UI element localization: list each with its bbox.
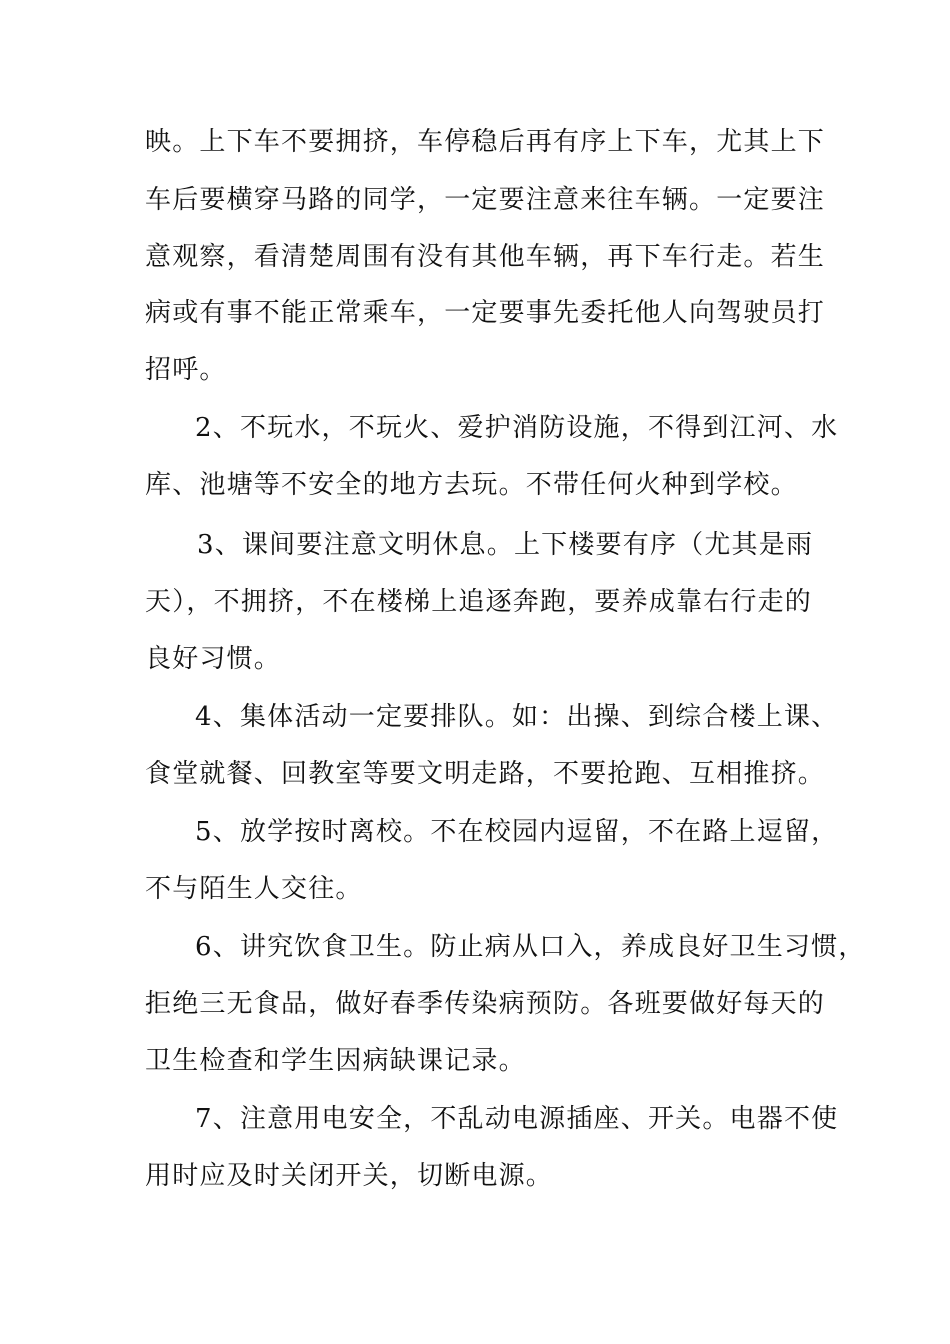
paragraph-3-line-2: 天），不拥挤，不在楼梯上追逐奔跑，要养成靠右行走的 bbox=[145, 587, 813, 617]
paragraph-6-line-3: 卫生检查和学生因病缺课记录。 bbox=[145, 1046, 526, 1076]
paragraph-3-line-1: 3、课间要注意文明休息。上下楼要有序（尤其是雨 bbox=[197, 530, 814, 560]
paragraph-5-line-1: 5、放学按时离校。不在校园内逗留，不在路上逗留， bbox=[195, 817, 839, 847]
text-line: 车后要横穿马路的同学，一定要注意来往车辆。一定要注 bbox=[145, 185, 826, 215]
paragraph-4-line-1: 4、集体活动一定要排队。如：出操、到综合楼上课、 bbox=[195, 702, 839, 732]
paragraph-6-line-2: 拒绝三无食品，做好春季传染病预防。各班要做好每天的 bbox=[145, 989, 826, 1019]
text-line: 意观察，看清楚周围有没有其他车辆，再下车行走。若生 bbox=[145, 242, 826, 272]
paragraph-4-line-2: 食堂就餐、回教室等要文明走路，不要抢跑、互相推挤。 bbox=[145, 759, 826, 789]
text-line: 映。上下车不要拥挤，车停稳后再有序上下车，尤其上下 bbox=[145, 127, 826, 157]
paragraph-7-line-1: 7、注意用电安全，不乱动电源插座、开关。电器不使 bbox=[195, 1104, 839, 1134]
paragraph-3-line-3: 良好习惯。 bbox=[145, 644, 282, 674]
paragraph-6-line-1: 6、讲究饮食卫生。防止病从口入，养成良好卫生习惯， bbox=[195, 932, 866, 962]
paragraph-2-line-1: 2、不玩水，不玩火、爱护消防设施，不得到江河、水 bbox=[195, 413, 839, 443]
text-line: 招呼。 bbox=[145, 355, 227, 385]
paragraph-7-line-2: 用时应及时关闭开关，切断电源。 bbox=[145, 1161, 554, 1191]
paragraph-5-line-2: 不与陌生人交往。 bbox=[145, 874, 363, 904]
paragraph-2-line-2: 库、池塘等不安全的地方去玩。不带任何火种到学校。 bbox=[145, 470, 798, 500]
text-line: 病或有事不能正常乘车，一定要事先委托他人向驾驶员打 bbox=[145, 298, 826, 328]
